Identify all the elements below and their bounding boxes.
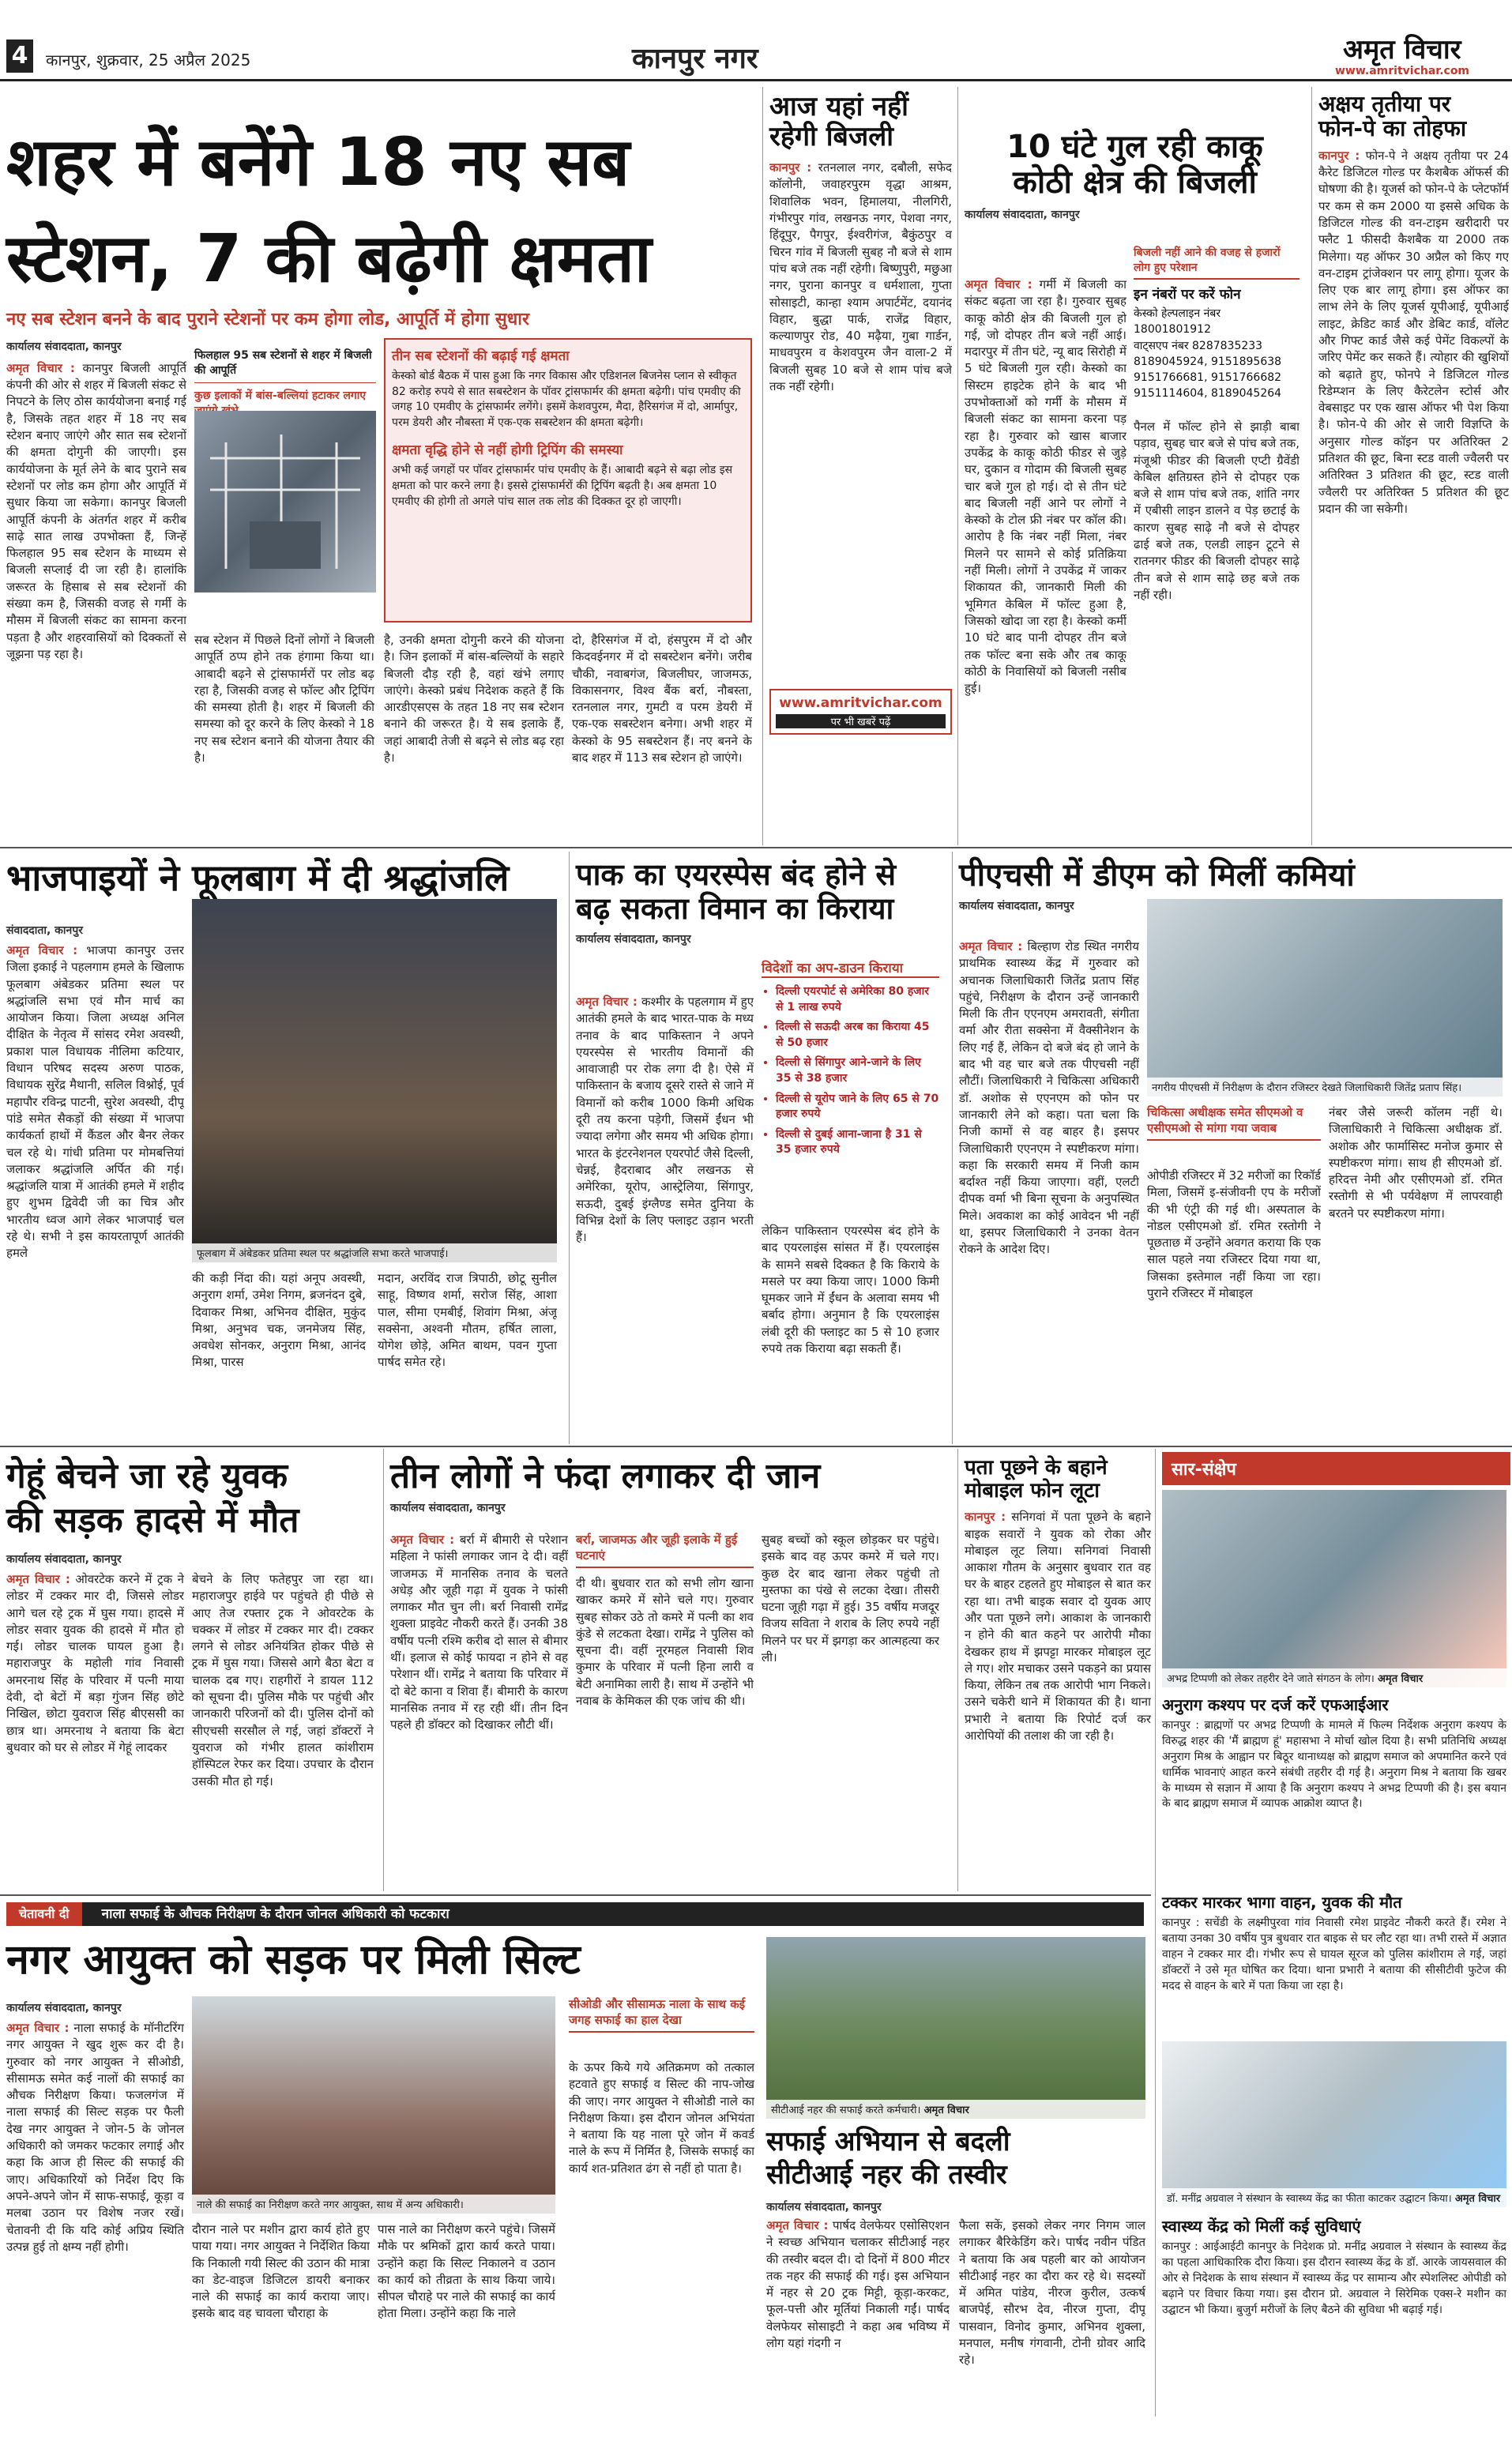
phone-item: वाट्सएप नंबर 8287835233 [1134, 339, 1263, 352]
main-headline-line1: शहर में बनेंगे 18 नए सब [6, 123, 630, 201]
phones-title: इन नंबरों पर करें फोन [1134, 287, 1241, 303]
silt-photo [192, 1996, 555, 2214]
box-text: केस्को बोर्ड बैठक में पास हुआ कि नगर विकास और एडिशनल बिजनेस प्लान से स्वीकृत 82 करोड़ रुपये से सात सबस्टेशन के पॉवर ट्रांसफार्मर की क्षमता बढ़ेगी। पांच एमवीए की जगह 10 एमवीए के ट्रांसफार्मर लगेंगे। इसमें केशवपुरम, मैदा, हैरिसगंज में दो, आर्मापुर, परम डेयरी और नौबस्ता में एक-एक सबस्टेशन की क्षमता बढ़ेगी। [392, 370, 741, 429]
cti-col2: फैला सकें, इसको लेकर नगर निगम जाल लगाकर बैरिकेडिंग करे। पार्षद नवीन पंडित ने बताया कि अब पहली बार को आयोजन सीटीआई नहर का दौरा कर रहे थे। सदस्यों में अमित पांडेय, नीरज कुरील, उत्कर्ष बाजपेई, सौरभ देव, नीरज गुप्ता, दीपू पासवान, विनोद कुमार, अभिनव शुक्ला, मनपाल, मनीष गंगवानी, टोनी ग्रोवर आदि रहे। [959, 2218, 1145, 2368]
suicide-headline: तीन लोगों ने फंदा लगाकर दी जान [390, 1456, 821, 1496]
silt-headline: नगर आयुक्त को सड़क पर मिली सिल्ट [6, 1936, 581, 1984]
silt-col4: के ऊपर किये गये अतिक्रमण को तत्काल हटवाते हुए सफाई व सिल्ट की नाप-जोख की जाए। नगर आयुक्त ने सीओडी नाले का निरीक्षण किया। इस दौरान जोनल अभियंता ने बताया कि यह नाला पूरे जोन में कवर्ड नाले के रूप में निर्मित है, जिसके सफाई का कार्य शत-प्रतिशत ढंग से नहीं हो पाता है। [569, 2060, 754, 2176]
wheat-story [0, 1449, 379, 1891]
suicide-box-title: बर्रा, जाजमऊ और जूही इलाके में हुई घटनाएं [576, 1532, 754, 1568]
page-number: 4 [6, 39, 33, 73]
masthead [0, 0, 1512, 79]
side-bullet-1: फिलहाल 95 सब स्टेशनों से शहर में बिजली की आपूर्ति [194, 348, 376, 383]
lead: अमृत विचार : [6, 360, 75, 375]
fare-item: • दिल्ली से यूरोप जाने के लिए 65 से 70 हजार रुपये [776, 1092, 939, 1123]
site-promo[interactable] [769, 689, 952, 735]
lead: अमृत विचार : [576, 995, 638, 1009]
byline: कार्यालय संवाददाता, कानपुर [6, 340, 122, 353]
main-headline-line2: स्टेशन, 7 की बढ़ेगी क्षमता [6, 220, 652, 297]
story-text: बिल्हाण रोड स्थित नगरीय प्राथमिक स्वास्थ्य केंद्र में गुरुवार को अचानक जिलाधिकारी जितेंद्र प्रताप सिंह पहुंचे, निरीक्षण के दौरान उन्हें जानकारी मिली कि तीन एएनएम अमरावती, संगीता वर्मा और रीता सक्सेना में वैक्सीनेशन के लिए गई हैं, लेकिन दो बजे बंद हो जाने के बाद भी वह चार बजे तक पीएचसी नहीं लौटीं। जिलाधिकारी ने चिकित्सा अधिकारी डॉ. अशोक से एएनएम को फोन पर जानकारी लेने को कहा। पता चला कि निजी कामों से वह बाहर है। इसपर जिलाधिकारी एएनएम ने स्पष्टीकरण मांगा। कहा कि सरकारी समय में निजी काम बर्दाश्त नहीं किया जाएगा। वहीं, एलटी दीपक वर्मा भी बिना सूचना के अनुपस्थित मिले। अवकाश का कोई आवेदन भी नहीं था, इसपर जिलाधिकारी ने उनका वेतन रोकने के आदेश दिए। [959, 939, 1139, 1257]
wheat-col1 [6, 1571, 184, 1887]
phc-col2: ओपीडी रजिस्टर में 32 मरीजों का रिकॉर्ड मिला, जिसमें इ-संजीवनी एप के मरीजों की भी एंट्री की गई थी। अस्पताल के नोडल एसीएमओ डॉ. रमित रस्तोगी ने पूछताछ में उन्होंने अवगत कराया कि एक साल पहले नया रजिस्टर दिया गया था, जिसका इस्तेमाल नहीं किया जा रहा। पुराने रजिस्टर में मोबाइल [1147, 1168, 1321, 1301]
fare-item: • दिल्ली से दुबई आना-जाना है 31 से 35 हजार रुपये [776, 1127, 939, 1158]
sar-photo-1-caption [1162, 1668, 1506, 1687]
sar-photo-2 [1162, 2041, 1506, 2207]
wheat-headline-1: गेहूं बेचने जा रहे युवक [6, 1456, 288, 1496]
airspace-story [569, 852, 946, 1444]
lead: अमृत विचार : [959, 939, 1023, 954]
main-story-col4: दो, हैरिसगंज में दो, हंसपुरम में दो और किदवईनगर में दो सबस्टेशन बनेंगे। जरीब चौकी, नवाबगंज, बिजलीघर, जाजमऊ, विकासनगर, विश्व बैंक बर्रा, नौबस्ता, रतनलाल नगर, गुमटी व परम डेयरी में एक-एक सबस्टेशन बनेगा। अभी शहर में केस्को के 95 सबस्टेशन हैं। नए बनने के बाद शहर में 113 सब स्टेशन हो जाएंगे। [572, 633, 752, 765]
phc-col1 [959, 939, 1139, 1444]
phone-item: केस्को हेल्पलाइन नंबर [1134, 307, 1221, 320]
bjp-col3: मदान, अरविंद राज त्रिपाठी, छोटू सुनील साहू, विष्णव शर्मा, सरोज सिंह, आशा पाल, सीमा एमबीई, शिवांग मिश्रा, अंजू सक्सेना, अश्वनी मौतम, हर्षित लाला, योगेश छोड़े, अमित बाथम, पवन गुप्ता पार्षद समेत रहे। [378, 1271, 557, 1370]
substation-illustration [194, 411, 376, 592]
byline: संवाददाता, कानपुर [6, 924, 83, 937]
story-text: कानपुर बिजली आपूर्ति कंपनी की ओर से शहर में बिजली संकट से निपटने के लिए ठोस कार्ययोजना बनाई गई है, जिसके तहत शहर में 18 नए सब स्टेशन बनाए जाएंगे और सात सब स्टेशनों की क्षमता दोगुनी की जाएगी। इस कार्ययोजना के मूर्त लेने के बाद पुराने सब स्टेशनों पर लोड कम होगा और आपूर्ति में सुधार किया जा सकेगा। कानपुर बिजली आपूर्ति कंपनी के अंतर्गत शहर में करीब साढ़े सात लाख उपभोक्ता हैं, जिन्हें फिलहाल 95 सब स्टेशन के माध्यम से बिजली सप्लाई दी जा रही है। हालांकि जरूरत के हिसाब से सब स्टेशनों की संख्या कम है, जिसकी वजह से गर्मी के मौसम में बिजली संकट का सामना करना पड़ता है और शहरवासियों को दिक्कतों से जूझना पड़ रहा है। [6, 360, 186, 661]
fare-item: • दिल्ली एयरपोर्ट से अमेरिका 80 हजार से 1 लाख रुपये [776, 984, 939, 1015]
suicide-col2: दी थी। बुधवार रात को सभी लोग खाना खाकर कमरे में सोने चले गए। गुरुवार सुबह सोकर उठे तो कमरे में पत्नी का शव कुंडे से लटकता देखा। रामेंद्र ने पुलिस को सूचना दी। वहीं नूरमहल निवासी शिव कुमार के परिवार में पत्नी हिना लारी व बेटी अनामिका लारी है। साथ में उन्होंने भी नवाब के केमिकल की एक जांच की थी। [576, 1576, 754, 1709]
silt-col1 [6, 2020, 184, 2415]
cti-headline-2: सीटीआई नहर की तस्वीर [766, 2159, 1007, 2191]
silt-kicker-bar [6, 1902, 1144, 1926]
phc-sub-title: चिकित्सा अधीक्षक समेत सीएमओ व एसीएमओ से मांगा गया जवाब [1147, 1104, 1321, 1141]
byline: कार्यालय संवाददाता, कानपुर [959, 899, 1074, 912]
kakadeo-headline-1: 10 घंटे गुल रही काकू [1006, 129, 1263, 165]
kakadeo-story [957, 87, 1305, 845]
akshaya-text [1318, 148, 1509, 811]
kakadeo-box [1134, 245, 1299, 402]
lead: कानपुर : [1318, 148, 1360, 163]
silt-box-title: सीओडी और सीसामऊ नाला के साथ कई जगह सफाई का हाल देखा [569, 1996, 754, 2033]
cti-photo-caption-text: सीटीआई नहर की सफाई करते कर्मचारी। [771, 2105, 921, 2116]
side-bullet-2: कुछ इलाकों में बांस-बल्लियां हटाकर लगाए [194, 389, 367, 402]
fares-box-title: विदेशों का अप-डाउन किराया [762, 958, 939, 978]
lead: कानपुर : [769, 160, 812, 175]
cti-headline-1: सफाई अभियान से बदली [766, 2126, 1010, 2157]
mobile-headline-2: मोबाइल फोन लूटा [965, 1479, 1100, 1503]
byline: कार्यालय संवाददाता, कानपुर [390, 1502, 506, 1515]
akshaya-story [1311, 87, 1509, 845]
kakadeo-col1 [965, 276, 1126, 837]
fare-item: • दिल्ली से सऊदी अरब का किराया 45 से 50 हजार [776, 1020, 939, 1051]
phc-story [952, 852, 1509, 1444]
silt-kicker: चेतावनी दी [6, 1902, 82, 1926]
lead: अमृत विचार : [6, 1572, 70, 1586]
site-url: www.amritvichar.com [779, 695, 942, 712]
cti-col1 [766, 2217, 950, 2415]
sar-photo-2-caption [1162, 2188, 1506, 2207]
story-text: रतनलाल नगर, दबौली, सफेद कॉलोनी, जवाहरपुरम वृद्धा आश्रम, शिवालिक भवन, हिमालया, नीलगिरी, गंभीरपुर गांव, लखनऊ नगर, पेशवा नगर, हिंदूपुर, पैगपुर, ईश्वरीगंज, बैकुंठपुर व चिरन गांव में बिजली सुबह नौ बजे से शाम पांच बजे तक नहीं रहेगी। बिष्णुपुरी, मछुआ नगर, पुराना कानपुर व धर्मशाला, गुप्ता सोसाइटी, कान्हा श्याम अपार्टमेंट, दयानंद विहार, बुद्धा पार्क, राजेंद्र विहार, कल्याणपुर रोड, 40 मढ़ैया, गुबा गार्डन, माधवपुरम व केशवपुरम जैन वाला-2 में बिजली सुबह 10 बजे से शाम पांच बजे तक नहीं रहेगी। [769, 160, 952, 394]
sar-photo-2-credit: अमृत विचार [1454, 2193, 1501, 2205]
story-text: नाला सफाई के मॉनीटरिंग नगर आयुक्त ने खुद शुरू कर दी है। गुरुवार को नगर आयुक्त ने सीओडी, सीसामऊ समेत कई नालों की सफाई का औचक निरीक्षण किया। फजलगंज में नाला सफाई की सिल्ट सड़क पर फैली देख नगर आयुक्त ने जोन-5 के जोनल अधिकारी को जमकर फटकार लगाई और कहा कि आज ही सिल्ट की सफाई की जाए। अधिकारियों को निर्देश दिए कि अपने-अपने जोन में साफ-सफाई, कूड़ा व मलबा उठान पर विशेष नजर रखें। चेतावनी दी कि यदि कोई अप्रिय स्थिति उत्पन्न हुई तो क्षम्य नहीं होगी। [6, 2021, 184, 2254]
cti-byline: कार्यालय संवाददाता, कानपुर [766, 2201, 882, 2214]
silt-col2: दौरान नाले पर मशीन द्वारा कार्य होते हुए पाया गया। नगर आयुक्त ने निर्देशित किया कि निकाली गयी सिल्ट की उठान की मात्रा का डेट-वाइज डिजिटल डायरी बनाकर नाले की सफाई का कार्य कराया जाए। इसके बाद वह चावला चौराहा के [192, 2222, 370, 2321]
lead: अमृत विचार : [390, 1533, 455, 1547]
phc-photo-caption: नगरीय पीएचसी में निरीक्षण के दौरान रजिस्टर देखते जिलाधिकारी जितेंद्र प्रताप सिंह। [1147, 1078, 1503, 1096]
suicide-story [383, 1449, 952, 1891]
sar-item-3 [1162, 2215, 1506, 2406]
suicide-col3: सुबह बच्चों को स्कूल छोड़कर घर पहुंचे। इसके बाद वह ऊपर कमरे में चले गए। कुछ देर बाद खाना लेकर पहुंची तो मुस्तफा का पंखे से लटका देखा। तीसरी घटना जूही गढ़ा में हुई। 35 वर्षीय मजदूर विजय सविता ने शराब के लिए रुपये नहीं मिलने पर घर में झगड़ा कर आत्महत्या कर ली। [762, 1533, 939, 1665]
substation-photo [194, 411, 376, 592]
main-story-col3: है, उनकी क्षमता दोगुनी करने की योजना है। जिन इलाकों में बांस-बल्लियों के सहारे बिजली दौड़ रही है, वहां खंभे लगाए जाएंगे। केस्को प्रबंध निदेशक कहते हैं कि आरडीएसएस के तहत 18 नए सब स्टेशन बनाने की जरूरत है। ये सब इलाके हैं, जहां आबादी तेजी से बढ़ने से लोड बढ़ रहा है। [384, 633, 564, 765]
bjp-col2: की कड़ी निंदा की। यहां अनूप अवस्थी, अनुराग शर्मा, उमेश निगम, ब्रजनंदन दुबे, दिवाकर मिश्रा, अभिनव दीक्षित, मुकुंद मिश्रा, अनुभव चक, जनमेजय सिंह, अवधेश सोनकर, अनुराग मिश्रा, आनंद मिश्रा, पारस [192, 1271, 366, 1370]
power-cut-headline-1: आज यहां नहीं [769, 91, 908, 122]
fares-list [762, 984, 939, 1158]
fares-box [762, 958, 939, 1163]
wheat-headline-2: की सड़क हादसे में मौत [6, 1500, 299, 1540]
section-title: कानपुर नगर [632, 43, 758, 75]
lead: अमृत विचार : [965, 277, 1032, 292]
main-subhead: नए सब स्टेशन बनने के बाद पुराने स्टेशनों पर कम होगा लोड, आपूर्ति में होगा सुधार [6, 310, 529, 329]
silt-photo-caption: नाले की सफाई का निरीक्षण करते नगर आयुक्त, साथ में अन्य अधिकारी। [192, 2195, 555, 2214]
mobile-headline-1: पता पूछने के बहाने [965, 1456, 1108, 1480]
box2-text: अभी कई जगहों पर पॉवर ट्रांसफार्मर पांच एमवीए के हैं। आबादी बढ़ने से बढ़ा लोड इस क्षमता को पार करने लगा है। इससे ट्रांसफार्मरों की ट्रिपिंग बढ़ती है। अब क्षमता 10 एमवीए की होगी तो अगले पांच साल तक लोड की दिक्कत दूर हो जाएगी। [392, 464, 733, 508]
power-cut-text [769, 160, 952, 681]
story-text: फोन-पे ने अक्षय तृतीया पर 24 कैरेट डिजिटल गोल्ड पर कैशबैक ऑफर्स की घोषणा की है। यूजर्स को फोन-पे के प्लेटफॉर्म पर कम से कम 2000 या इससे अधिक के डिजिटल गोल्ड की वन-टाइम खरीदारी पर फ्लैट 1 फीसदी कैशबैक या 2000 तक मिलेगा। यह ऑफर 30 अप्रैल को किए गए वन-टाइम ट्रांजेक्शन पर लागू होगा। यूजर के लिए एक बार लागू होगा। इस ऑफर का लाभ लेने के लिए यूजर्स यूपीआई, यूपीआई लाइट, क्रेडिट कार्ड और डेबिट कार्ड, वॉलेट और गिफ्ट कार्ड जैसे कई पेमेंट विकल्पों के जरिए पेमेंट कर सकते हैं। त्योहार की खुशियों को बढ़ाते हुए, फोनपे ने डिजिटल गोल्ड रिडेम्प्शन के लिए कैरेटलेन स्टोर्स और वेबसाइट पर एक खास ऑफर भी पेश किया है। फोन-पे की ओर से जारी विज्ञप्ति के अनुसार गोल्ड कॉइन पर अतिरिक्त 2 प्रतिशत की छूट, बिना स्टड वाली ज्वैलरी पर अतिरिक्त 3 प्रतिशत की छूट, स्टड वाली ज्वैलरी पर अतिरिक्त 5 प्रतिशत की छूट प्रदान की जा सकेगी। [1318, 148, 1509, 516]
sar-item-1-text: कानपुर : ब्राह्मणों पर अभद्र टिप्पणी के मामले में फिल्म निर्देशक अनुराग कश्यप के विरुद्ध शहर की 'मैं ब्राह्मण हूं' महासभा ने मोर्चा खोल दिया है। सभी प्रतिनिधि अध्यक्ष अनुराग मिश्र के आह्वान पर बिठूर थानाध्यक्ष को ब्राह्मण समाज को अपमानित करने एवं धार्मिक भावनाएं आहत करने संबंधी तहरीर दी गई है। अनुराग मिश्र ने बताया कि खबर के माध्यम से सज्ञान में आया है कि अनुराग कश्यप ने अभद्र टिप्पणी की है। इस बयान के बाद ब्राह्मण समाज में व्यापक आक्रोश व्याप्त है। [1162, 1719, 1506, 1811]
cti-photo-credit: अमृत विचार [923, 2105, 969, 2116]
sar-photo-1 [1162, 1490, 1506, 1687]
power-cut-headline-2: रहेगी बिजली [769, 121, 894, 153]
byline: कार्यालय संवाददाता, कानपुर [576, 933, 691, 946]
main-story-col2: सब स्टेशन में पिछले दिनों लोगों ने बिजली आपूर्ति ठप्प होने तक हंगामा किया था। आबादी बढ़ने से ट्रांसफार्मरों पर लोड बढ़ रहा है, जिसकी वजह से फॉल्ट और ट्रिपिंग की समस्या होती है। शहर में बिजली की समस्या को दूर करने के लिए केस्को ने 18 नए सब स्टेशन बनाने की योजना तैयार की है। [194, 633, 374, 765]
phone-item: 8189045924, 9151895638 [1134, 355, 1282, 368]
phc-col3: नंबर जैसे जरूरी कॉलम नहीं थे। जिलाधिकारी ने चिकित्सा अधीक्षक डॉ. अशोक और फार्मासिस्ट मनोज कुमार से स्पष्टीकरण मांगा। साथ ही सीएमओ डॉ. हरिदत्त नेमी और एसीएमओ डॉ. रमित रस्तोगी से भी पर्यवेक्षण में लापरवाही बरतने पर स्पष्टीकरण मांगा। [1329, 1105, 1503, 1221]
phc-photo [1147, 899, 1503, 1096]
sar-item-2-title: टक्कर मारकर भागा वाहन, युवक की मौत [1162, 1893, 1402, 1912]
phone-item: 18001801912 [1134, 323, 1211, 337]
airspace-headline-1: पाक का एयरस्पेस बंद होने से [576, 857, 897, 892]
akshaya-headline-2: फोन-पे का तोहफा [1318, 115, 1467, 142]
fare-item: • दिल्ली से सिंगापुर आने-जाने के लिए 35 से 38 हजार [776, 1055, 939, 1086]
lead: अमृत विचार : [766, 2218, 829, 2232]
story-text: ओवरटेक करने में ट्रक ने लोडर में टक्कर मार दी, जिससे लोडर आगे चल रहे ट्रक में घुस गया। हादसे में लोडर सवार युवक की हादसे में मौत हो गई। लोडर चालक घायल हुआ है। महाराजपुर के महोली गांव निवासी अमरनाथ सिंह के परिवार में पत्नी माया देवी, दो बेटों में बड़ा गुंजन सिंह छोटे निखिल, छोटा युवराज सिंह बीएससी का छात्र था। अमरनाथ ने बताया कि बेटा बुधवार को घर से लोडर में गेहूं लादकर [6, 1572, 184, 1755]
sar-item-1 [1162, 1694, 1506, 1901]
story-text: सनिगवां में पता पूछने के बहाने बाइक सवारों ने युवक को रोका और मोबाइल लूट लिया। सनिगवां निवासी आकाश गौतम के अनुसार बुधवार रात वह घर के बाहर टहलते हुए मोबाइल से बात कर रहा था। तभी बाइक सवार दो युवक आए और पता पूछने लगे। आकाश के जानकारी न होने की बात कहने पर आरोपी मौका देखकर हाथ में झपट्टा मारकर मोबाइल लूट ले गए। शोर मचाकर उसने पकड़ने का प्रयास किया, लेकिन तब तक आरोपी भाग निकले। उसने चकेरी थाने में शिकायत की है। थाना प्रभारी ने बताया कि रिपोर्ट दर्ज कर आरोपियों की तलाश की जा रही है। [965, 1510, 1151, 1743]
main-story-col1 [6, 340, 186, 836]
sar-item-3-title: स्वास्थ्य केंद्र को मिलीं कई सुविधाएं [1162, 2217, 1361, 2236]
sar-sankshep-title: सार-संक्षेप [1162, 1452, 1510, 1485]
story-text: बर्रा में बीमारी से परेशान महिला ने फांसी लगाकर जान दे दी। वहीं जाजमऊ में मानसिक तनाव के चलते अधेड़ और जूही गढ़ा में युवक ने फांसी लगाकर मौत चुन ली। बर्रा निवासी रामेंद्र शुक्ला प्राइवेट नौकरी करते हैं। उनकी 38 वर्षीय पत्नी रश्मि करीब दो साल से बीमार थीं। इलाज से कोई फायदा न होने से वह परेशान थीं। रामेंद्र ने बताया कि परिवार में दो बेटे काना व शिवा हैं। बीमारी के कारण मानसिक तनाव में रह रही थीं। तीन दिन पहले ही डॉक्टर को दिखाकर लौटी थीं। [390, 1533, 568, 1732]
main-story [0, 87, 758, 845]
lead: अमृत विचार : [6, 2021, 70, 2035]
brand-site: www.amritvichar.com [1335, 65, 1470, 77]
mobile-story [957, 1449, 1151, 1891]
bjp-photo-caption: फूलबाग में अंबेडकर प्रतिमा स्थल पर श्रद्धांजलि सभा करते भाजपाई। [192, 1243, 557, 1262]
sar-photo-1-credit: अमृत विचार [1378, 1673, 1424, 1685]
bjp-col1 [6, 942, 184, 1444]
akshaya-headline-1: अक्षय तृतीया पर [1318, 91, 1451, 117]
phc-headline: पीएचसी में डीएम को मिलीं कमियां [959, 857, 1355, 893]
dateline: कानपुर, शुक्रवार, 25 अप्रैल 2025 [46, 51, 251, 70]
brand-logo: अमृत विचार [1343, 34, 1461, 66]
suicide-col1 [390, 1532, 568, 1887]
silt-story [0, 1898, 1151, 2419]
box-title: तीन सब स्टेशनों की बढ़ाई गई क्षमता [392, 348, 570, 364]
story-text: गर्मी में बिजली का संकट बढ़ता जा रहा है। गुरुवार सुबह काकू कोठी क्षेत्र की बिजली गुल हो गई, जो दोपहर तीन बजे नहीं आई। मदारपुर में तीन घंटे, न्यू बाद सिरोही में 5 घंटे बिजली गुल रही। केस्को का सिस्टम हाइटेक होने के बाद भी उपभोक्ताओं को गर्मी के मौसम में बिजली संकट का सामना करना पड़ रहा है। गुरुवार को खास बाजार उपकेंद्र के काकू कोठी फीडर से जुड़े घर, दुकान व गोदाम की बिजली सुबह चार बजे गुल हो गई। दो से तीन घंटे बाद बिजली नहीं आने पर लोगों ने केस्को के टोल फ्री नंबर पर कॉल की। आरोप है कि नंबर नहीं मिला, नंबर मिलने पर सामने से कोई प्रतिक्रिया नहीं मिली। लोगों ने उपकेंद्र में जाकर शिकायत की, जानकारी मिली की भूमिगत केबिल में फॉल्ट हुआ है, जिसको खोदा जा रहा है। केस्को कर्मी 10 घंटे बाद पानी दोपहर तीन बजे तक फॉल्ट बना सके और तब काकू कोठी के निवासियों को बिजली नसीब हुई। [965, 277, 1126, 696]
story-text-2: गांधी प्रतिमा पर मोमबत्तियां जलाकर श्रद्धांजलि अर्पित की गई। श्रद्धांजलि यात्रा में आतंकी हमले में शहीद हुए शुभम द्विवेदी जी का चित्र और भारतीय ध्वज आगे लेकर भाजपाई चल रहे थे। सभी ने इस कायरतापूर्ण आतंकी हमले [6, 1145, 184, 1261]
lead: अमृत विचार : [6, 943, 78, 957]
phone-list [1134, 306, 1299, 402]
airspace-col1 [576, 994, 754, 1444]
sar-item-3-text: कानपुर : आईआईटी कानपुर के निदेशक प्रो. मनींद्र अग्रवाल ने संस्थान के स्वास्थ्य केंद्र का पहला आधिकारिक दौरा किया। इस दौरान स्वास्थ्य केंद्र के डॉ. आरके जायसवाल की ओर से निदेशक के साथ संस्थान में स्वास्थ्य केंद्र पर सामान्य और स्पेशलिस्ट ओपीडी को बढ़ाने पर विचार किया गया। इस दौरान प्रो. अग्रवाल ने सिरेमिक एक्स-रे मशीन का उद्घाटन भी किया। बुजुर्ग मरीजों के लिए बैठने की सुविधा भी बढ़ाई गई। [1162, 2240, 1506, 2316]
kakadeo-headline-2: कोठी क्षेत्र की बिजली [1013, 164, 1257, 201]
cti-photo [766, 1937, 1145, 2119]
sar-sankshep [1155, 1449, 1510, 2417]
mobile-text [965, 1509, 1151, 1872]
bjp-headline: भाजपाइयों ने फूलबाग में दी श्रद्धांजलि [6, 856, 510, 899]
sar-photo-1-caption-text: अभद्र टिप्पणी को लेकर तहरीर देने जाते संगठन के लोग। [1167, 1673, 1375, 1685]
sar-item-1-title: अनुराग कश्यप पर दर्ज करें एफआईआर [1162, 1695, 1389, 1714]
byline: कार्यालय संवाददाता, कानपुर [6, 1553, 122, 1566]
box-title: बिजली नहीं आने की वजह से हजारों लोग हुए परेशान [1134, 245, 1299, 280]
bjp-photo [192, 899, 557, 1262]
airspace-col2: लेकिन पाकिस्तान एयरस्पेस बंद होने के बाद एयरलाइंस सांसत में हैं। एयरलाइंस के सामने सबसे दिक्कत है कि किराये के मसले पर क्या किया जाए। 1000 किमी घूमकर जाने में ईंधन के अलावा समय भी बर्बाद होगा। अनुमान है कि एयरलाइंस लंबी दूरी की फ्लाइट का 5 से 10 हजार रुपये तक किराया बढ़ा सकती हैं। [762, 1224, 939, 1356]
sar-photo-2-caption-text: डॉ. मनींद्र अग्रवाल ने संस्थान के स्वास्थ्य केंद्र का फीता काटकर उद्घाटन किया। [1167, 2193, 1452, 2205]
sar-item-2-text: कानपुर : सचेंडी के लक्ष्मीपुरवा गांव निवासी रमेश प्राइवेट नौकरी करते हैं। रमेश ने बताया उनका 30 वर्षीय पुत्र बुधवार रात बाइक से घर लौट रहा था। तभी रास्ते में अज्ञात वाहन ने टक्कर मार दी। गंभीर रूप से घायल सूरज को पुलिस कांशीराम ले गई, जहां डॉक्टरों ने उसे मृत घोषित कर दिया। थाना प्रभारी ने बताया की सीसीटीवी फुटेज की मदद से वाहन के बारे में पता किया जा रहा है। [1162, 1917, 1506, 1992]
phone-item: 9151114604, 8189045264 [1134, 387, 1282, 401]
byline: कार्यालय संवाददाता, कानपुर [965, 208, 1080, 221]
capacity-box [384, 338, 752, 623]
silt-col3: पास नाले का निरीक्षण करने पहुंचे। जिसमें मौके पर श्रमिकों द्वारा कार्य करते पाया। उन्होंने कहा कि सिल्ट निकालने व उठान का कार्य को तीव्रता के साथ किया जाये। सीपल चौराहे पर नाले की सफाई का कार्य होता मिला। उन्होंने कहा कि नाले [378, 2222, 555, 2321]
airspace-headline-2: बढ़ सकता विमान का किराया [576, 890, 894, 926]
box2-title: क्षमता वृद्धि होने से नहीं होगी ट्रिपिंग की समस्या [392, 442, 623, 459]
phone-item: 9151766681, 9151766682 [1134, 371, 1282, 385]
story-text: पार्षद वेलफेयर एसोसिएशन ने स्वच्छ अभियान चलाकर सीटीआई नहर की तस्वीर बदल दी। दो दिनों में 800 मीटर तक नहर की सफाई की गई। इस अभियान में नहर से 20 ट्रक मिट्टी, कूड़ा-करकट, फूल-पत्ती और मूर्तियां निकाली गईं। पार्षद वेलफेयर सोसाइटी ने कहा अब भविष्य में लोग यहां गंदगी न [766, 2218, 950, 2351]
site-tag: पर भी खबरें पढ़ें [776, 714, 946, 728]
lead: कानपुर : [965, 1510, 1006, 1525]
cti-photo-caption [766, 2100, 1145, 2119]
side-bullets [194, 348, 376, 418]
wheat-col2: बेचने के लिए फतेहपुर जा रहा था। महाराजपुर हाईवे पर पहुंचते ही पीछे से आए तेज रफ्तार ट्रक ने ओवरटेक के चक्कर में लोडर में टक्कर मार दी। टक्कर लगने से लोडर अनियंत्रित होकर पीछे से ट्रक में घुस गया। जिससे आगे बैठा बेटा व चालक दब गए। राहगीरों ने डायल 112 को सूचना दी। पुलिस मौके पर पहुंची और जानकारी परिजनों को दी। पुलिस दोनों को सीएचसी सरसौल ले गई, जहां डॉक्टरों ने युवराज को गंभीर हालत कांशीराम हॉस्पिटल रेफर कर दिया। उपचार के दौरान उसकी मौत हो गई। [192, 1572, 374, 1789]
kakadeo-col2: पैनल में फॉल्ट होने से झाड़ी बाबा पड़ाव, सुबह चार बजे से पांच बजे तक, मंजूश्री फीडर की बिजली एप्टी ग्रैवेंडी केबिल क्षतिग्रस्त होने से दोपहर एक बजे से शाम पांच बजे तक, शांति नगर में एबीसी लाइन डालने व पेड़ छटाई के कारण सुबह साढ़े नौ बजे से दोपहर ढाई बजे तक, एलडी लाइन टूटने से रातनगर फीडर की बिजली दोपहर साढ़े तीन बजे से शाम साढ़े छह बजे तक नहीं रही। [1134, 419, 1299, 602]
bjp-story [0, 852, 562, 1444]
power-cut-story [762, 87, 952, 845]
sar-item-2 [1162, 1891, 1506, 2050]
story-text: भाजपा कानपुर उत्तर जिला इकाई ने पहलगाम हमले के खिलाफ फूलबाग अंबेडकर प्रतिमा स्थल पर श्रद्धांजलि सभा एवं मौन मार्च का आयोजन किया। जिला अध्यक्ष अनिल दीक्षित के नेतृत्व में सांसद रमेश अवस्थी, प्रकाश पाल विधायक नीलिमा कटियार, विधान परिषद सदस्य अरुण पाठक, विधायक सुरेंद्र मैथानी, सलिल विश्नोई, पूर्व महापौर रविन्द्र पाटनी, सुरेश अवस्थी, दीपू पांडे समेत सैकड़ों की संख्या में भाजपा कार्यकर्ता हाथों में कैंडल और बैनर लेकर चल रहे थे। [6, 943, 184, 1160]
story-text: कश्मीर के पहलगाम में हुए आतंकी हमले के बाद भारत-पाक के मध्य तनाव के बाद पाकिस्तान ने अपने एयरस्पेस से भारतीय विमानों की आवाजाही पर रोक लगा दी है। ऐसे में पाकिस्तान के बजाय दूसरे रास्ते से जाने में विमानों को करीब 1000 किमी अधिक दूरी तय करना पड़ेगी, जिसमें ईंधन भी ज्यादा लगेगा और समय भी अधिक होगा। भारत के इंटरनेशनल एयरपोर्ट जैसे दिल्ली, चेन्नई, हैदराबाद और लखनऊ से अमेरिका, यूरोप, आस्ट्रेलिया, सिंगापुर, सऊदी, दुबई इंग्लैण्ड समेत दुनिया के विभिन्न देशों के लिए फ्लाइट उड़ान भरती हैं। [576, 995, 754, 1245]
byline: कार्यालय संवाददाता, कानपुर [6, 2002, 122, 2014]
silt-kicker-text: नाला सफाई के औचक निरीक्षण के दौरान जोनल अधिकारी को फटकारा [101, 1906, 449, 1922]
